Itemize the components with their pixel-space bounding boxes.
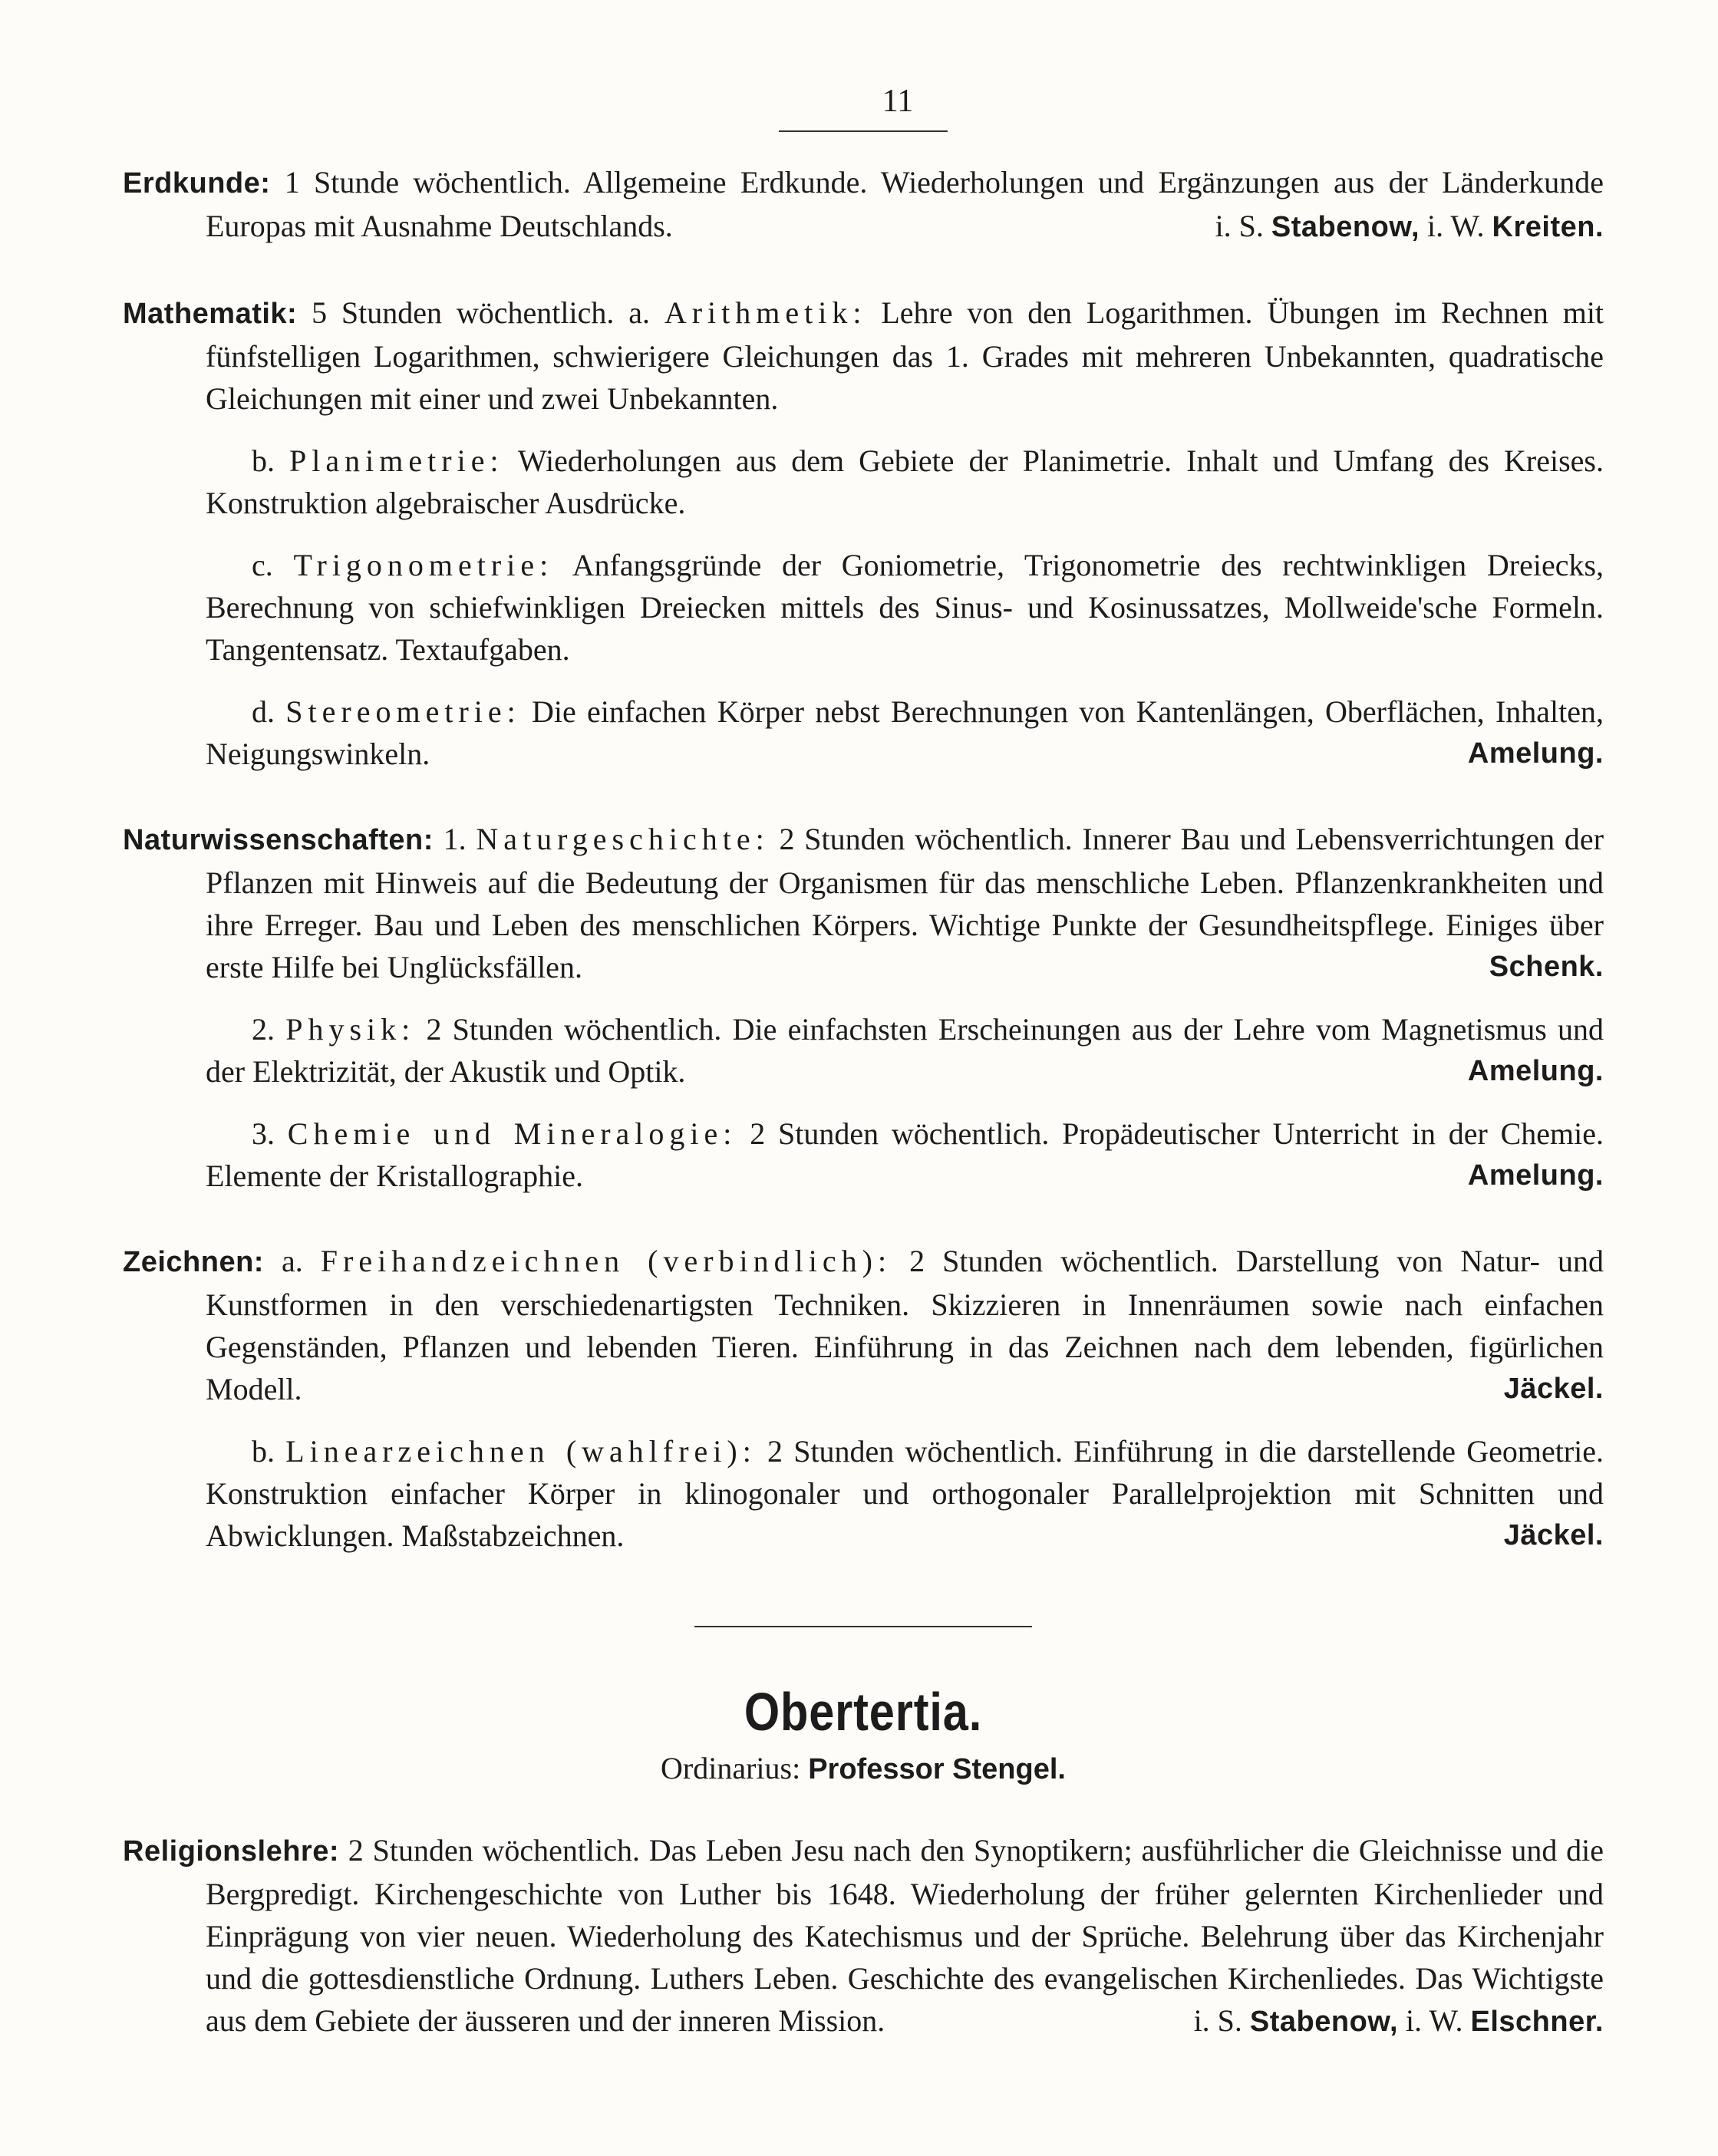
subject-title: Linearzeichnen (wahlfrei):: [285, 1434, 757, 1469]
section-text: Die einfachen Körper nebst Berechnungen von Kantenlängen, Oberflächen, Inhalten, Neigungswinkeln.: [206, 694, 1604, 771]
section-heading: Zeichnen:: [123, 1246, 264, 1278]
subsection-stereometrie: [206, 691, 1604, 775]
ordinarius-line: [123, 1750, 1604, 1786]
section-text: 2 Stunden wöchentlich. Propädeutischer Unterricht in der Chemie. Elemente der Kristallographie.: [206, 1116, 1604, 1193]
subsection-label: 3.: [252, 1116, 275, 1151]
teacher-name: Stabenow,: [1271, 211, 1420, 243]
section-text: 1 Stunde wöchentlich. Allgemeine Erdkunde. Wiederholungen und Ergänzungen aus der Länderkunde Europas mit Ausnahme Deutschlands.: [206, 165, 1604, 243]
teacher-name: Kreiten.: [1492, 211, 1604, 243]
subsection-label: 2.: [252, 1012, 275, 1047]
subsection-label: d.: [252, 694, 275, 729]
section-text: Lehre von den Logarithmen. Übungen im Rechnen mit fünfstelligen Logarithmen, schwierigere Gleichungen das 1. Grades mit mehreren Unbekannten, quadratische Gleichungen mit einer und zwei Unbekannten.: [206, 295, 1604, 416]
subsection-label: a.: [282, 1244, 303, 1278]
section-text: 2 Stunden wöchentlich. Die einfachsten Erscheinungen aus der Lehre vom Magnetismus und der Elektrizität, der Akustik und Optik.: [206, 1012, 1604, 1089]
teacher-prefix: i. W.: [1406, 2003, 1463, 2038]
subsection-linearzeichnen: [206, 1430, 1604, 1557]
subject-title: Naturgeschichte:: [476, 822, 770, 856]
section-heading: Mathematik:: [123, 298, 298, 330]
teacher-name: Jäckel.: [1503, 1373, 1604, 1405]
subject-title: Arithmetik:: [664, 295, 867, 330]
section-text: Wiederholungen aus dem Gebiete der Planimetrie. Inhalt und Umfang des Kreises. Konstruktion algebraischer Ausdrücke.: [206, 443, 1604, 520]
subsection-trigonometrie: [206, 544, 1604, 671]
subject-title: Freihandzeichnen (verbindlich):: [320, 1244, 892, 1278]
subsection-label: c.: [252, 548, 273, 582]
section-intro: 5 Stunden wöchentlich. a.: [312, 295, 650, 330]
section-text: 2 Stunden wöchentlich. Darstellung von Natur- und Kunstformen in den verschiedenartigsten Techniken. Skizzieren in Innenräumen sowie nach einfachen Gegenständen, Pflanzen und lebenden Tieren. Einführung in das Zeichnen nach dem lebenden, figürlichen Modell.: [206, 1244, 1604, 1406]
section-text: 2 Stunden wöchentlich. Das Leben Jesu nach den Synoptikern; ausführlicher die Gleichnisse und die Bergpredigt. Kirchengeschichte von Luther bis 1648. Wiederholung der früher gelernten Kirchenlieder und Einprägung von vier neuen. Wiederholung des Katechismus und der Sprüche. Belehrung über das Kirchenjahr und die gottesdienstliche Ordnung. Luthers Leben. Geschichte des evangelischen Kirchenliedes. Das Wichtigste aus dem Gebiete der äusseren und der inneren Mission.: [206, 1833, 1604, 2038]
ordinarius-label: Ordinarius:: [661, 1751, 801, 1785]
section-heading: Religionslehre:: [123, 1835, 339, 1868]
teacher-line: [1193, 1999, 1604, 2043]
teacher-name: Amelung.: [1467, 737, 1604, 770]
ordinarius-name: Professor Stengel.: [808, 1753, 1066, 1785]
subject-title: Physik:: [285, 1012, 416, 1047]
section-text: Anfangsgründe der Goniometrie, Trigonometrie des rechtwinkligen Dreiecks, Berechnung von schiefwinkligen Dreiecken mittels des Sinus- und Kosinussatzes, Mollweide'sche Formeln. Tangentensatz. Textaufgaben.: [206, 548, 1604, 667]
section-erdkunde: [123, 161, 1604, 249]
subject-title: Trigonometrie:: [293, 548, 554, 582]
section-text: 2 Stunden wöchentlich. Einführung in die darstellende Geometrie. Konstruktion einfacher Körper in klinogonaler und orthogonaler Parallelprojektion mit Schnitten und Abwicklungen. Maßstabzeichnen.: [206, 1434, 1604, 1553]
teacher-line: [1215, 205, 1604, 249]
section-text: 2 Stunden wöchentlich. Innerer Bau und Lebensverrichtungen der Pflanzen mit Hinweis auf die Bedeutung der Organismen für das menschliche Leben. Pflanzenkrankheiten und ihre Erreger. Bau und Leben des menschlichen Körpers. Wichtige Punkte der Gesundheitspflege. Einiges über erste Hilfe bei Unglücksfällen.: [206, 822, 1604, 984]
teacher-prefix: i. S.: [1215, 209, 1264, 243]
teacher-name: Elschner.: [1470, 2006, 1604, 2038]
subject-title: Chemie und Mineralogie:: [287, 1116, 737, 1151]
subsection-chemie: [206, 1113, 1604, 1197]
section-zeichnen: [123, 1240, 1604, 1410]
section-religionslehre: [123, 1829, 1604, 2043]
subsection-physik: [206, 1008, 1604, 1093]
page-number-rule: [779, 130, 948, 132]
class-title: Obertertia.: [744, 1682, 983, 1742]
teacher-name: Amelung.: [1467, 1159, 1604, 1192]
subsection-label: b.: [252, 1434, 275, 1469]
subsection-label: 1.: [443, 822, 467, 856]
section-heading: Naturwissenschaften:: [123, 824, 434, 856]
teacher-name: Amelung.: [1467, 1055, 1604, 1087]
teacher-name: Stabenow,: [1249, 2006, 1399, 2038]
section-heading: Erdkunde:: [123, 167, 271, 199]
teacher-name: Schenk.: [1489, 951, 1604, 983]
subject-title: Stereometrie:: [285, 694, 521, 729]
teacher-prefix: i. S.: [1193, 2003, 1242, 2038]
section-naturwissenschaften: [123, 818, 1604, 988]
teacher-name: Jäckel.: [1503, 1519, 1604, 1551]
section-mathematik: [123, 292, 1604, 420]
page-number: 11: [882, 84, 914, 119]
section-divider: [694, 1626, 1032, 1627]
subject-title: Planimetrie:: [289, 443, 504, 478]
teacher-prefix: i. W.: [1427, 209, 1485, 243]
page-content: [123, 161, 1604, 2043]
subsection-planimetrie: [206, 440, 1604, 524]
subsection-label: b.: [252, 443, 275, 478]
